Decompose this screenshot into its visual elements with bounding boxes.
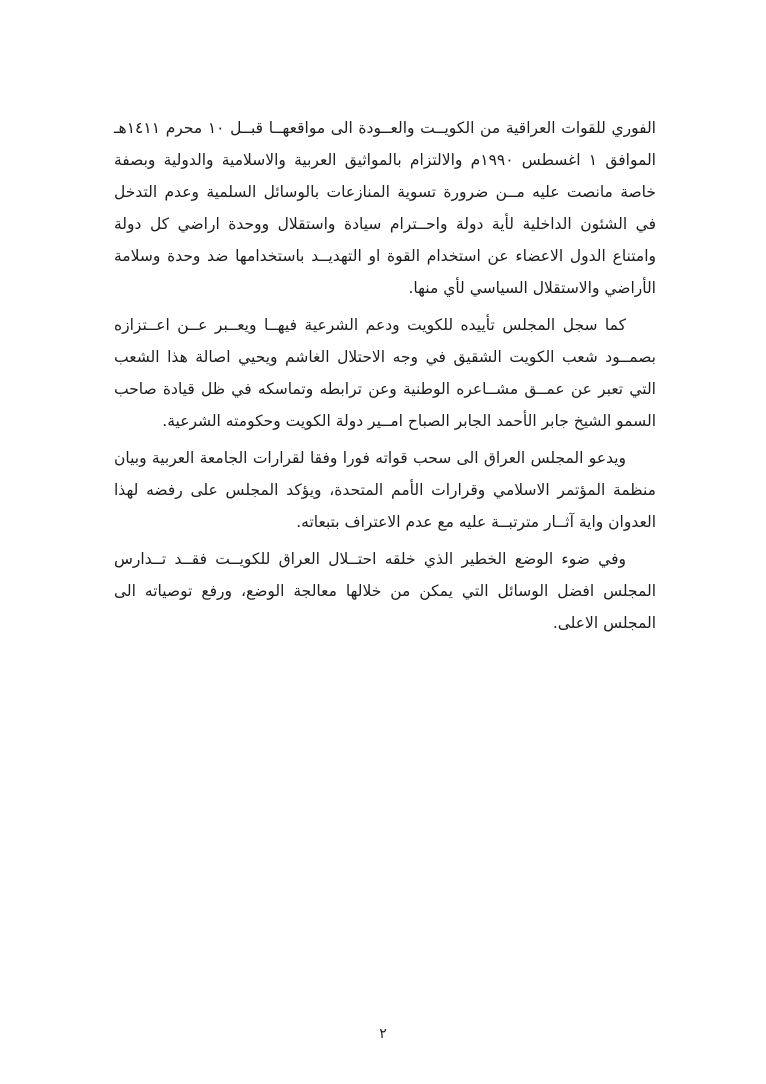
paragraph-call-withdrawal: ويدعو المجلس العراق الى سحب قواته فورا وفقا لقرارات الجامعة العربية وبيان منظمة المؤتمر الاسلامي وقرارات الأمم المتحدة، ويؤكد المجلس على رفضه لهذا العدوان واية آثــار مترتبــة عليه مع عدم الاعتراف بتبعاته. — [114, 449, 656, 531]
body-text — [114, 112, 656, 644]
paragraph-continuation: الفوري للقوات العراقية من الكويــت والعــودة الى مواقعهــا قبــل ١٠ محرم ١٤١١هـ الموافق ١ اغسطس ١٩٩٠م والالتزام بالمواثيق العربية والاسلامية والدولية وبصفة خاصة مانصت عليه مــن ضرورة تسوية المنازعات بالوسائل السلمية وعدم التدخل في الشئون الداخلية لأية دولة واحــترام سيادة واستقلال ووحدة اراضي كل دولة وامتناع الدول الاعضاء عن استخدام القوة او التهديــد باستخدامها ضد وحدة وسلامة الأراضي والاستقلال السياسي لأي منها. — [114, 119, 656, 297]
page-number: ٢ — [379, 1026, 387, 1042]
paragraph-situation-review: وفي ضوء الوضع الخطير الذي خلقه احتــلال العراق للكويــت فقــد تــدارس المجلس افضل الوسائل التي يمكن من خلالها معالجة الوضع، ورفع توصياته الى المجلس الاعلى. — [114, 550, 656, 632]
paragraph-support-kuwait: كما سجل المجلس تأييده للكويت ودعم الشرعية فيهــا ويعــبر عــن اعــتزازه بصمــود شعب الكويت الشقيق في وجه الاحتلال الغاشم ويحيي اصالة هذا الشعب التي تعبر عن عمــق مشــاعره الوطنية وعن ترابطه وتماسكه في ظل قيادة صاحب السمو الشيخ جابر الأحمد الجابر الصباح امــير دولة الكويت وحكومته الشرعية. — [114, 316, 656, 430]
